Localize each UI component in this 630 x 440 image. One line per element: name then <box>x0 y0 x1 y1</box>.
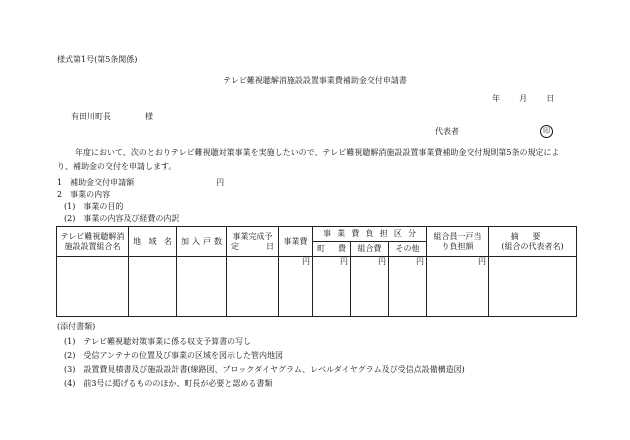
header-summary <box>489 227 577 257</box>
attachment-item-3: (3) 設置費見積書及び施設設計書(線路図、ブロックダイヤグラム、レベルダイヤグラム及び受信点設備構造図) <box>64 365 465 374</box>
document-title: テレビ難視聴解消施設設置事業費補助金交付申請書 <box>223 76 407 85</box>
attachment-item-1: (1) テレビ難視聴対策事業に係る収支予算書の写し <box>64 337 252 346</box>
statement-line-2: り、補助金の交付を申請します。 <box>57 162 177 171</box>
attachment-item-4: (4) 前3号に掲げるもののほか、町長が必要と認める書類 <box>64 379 273 388</box>
cell-other-cost[interactable]: 円 <box>389 257 427 317</box>
cell-households[interactable] <box>177 257 227 317</box>
application-statement <box>57 146 577 174</box>
cell-summary[interactable] <box>489 257 577 317</box>
header-union-cost: 組合費 <box>351 242 389 257</box>
addressee <box>71 112 153 122</box>
statement-line-1: 年度において、次のとおりテレビ難視聴対策事業を実施したいので、テレビ難視聴解消施設設置事業費補助金交付規則第5条の規定によ <box>75 148 560 157</box>
cell-per-household[interactable]: 円 <box>427 257 489 317</box>
form-number: 様式第1号(第5条関係) <box>57 55 138 64</box>
header-cost-burden: 事業費負担区分 <box>313 227 427 242</box>
header-summary-title: 摘要 <box>510 231 555 241</box>
date-year: 年 <box>492 94 500 103</box>
cell-union-cost[interactable]: 円 <box>351 257 389 317</box>
attachments-heading: (添付書類) <box>57 322 96 331</box>
item-2-sub-2: (2) 事業の内容及び経費の内訳 <box>64 214 180 223</box>
attachment-item-2: (2) 受信アンテナの位置及び事業の区域を図示した管内地図 <box>64 351 284 360</box>
table-row <box>57 257 577 317</box>
item-1 <box>57 178 224 188</box>
item-2-label: 2 事業の内容 <box>57 190 111 199</box>
date-month: 月 <box>519 94 528 103</box>
header-town-cost: 町費 <box>313 242 351 257</box>
cell-union-name[interactable] <box>57 257 129 317</box>
header-union-name: テレビ難視聴解消施設設置組合名 <box>57 227 129 257</box>
addressee-honorific: 様 <box>145 112 153 121</box>
cell-area[interactable] <box>129 257 177 317</box>
header-per-household: 組合員一戸当り負担額 <box>427 227 489 257</box>
seal-mark: 印 <box>540 125 553 138</box>
header-project-cost: 事業費 <box>279 227 313 257</box>
header-households: 加入戸数 <box>177 227 227 257</box>
item-1-unit: 円 <box>216 178 225 187</box>
date-day: 日 <box>546 94 555 103</box>
cost-breakdown-table <box>56 226 577 317</box>
item-2-sub-1: (1) 事業の目的 <box>64 202 124 211</box>
cell-project-cost[interactable]: 円 <box>279 257 313 317</box>
header-other-cost: その他 <box>389 242 427 257</box>
header-summary-sub: (組合の代表者名) <box>501 241 564 251</box>
representative-label: 代表者 <box>435 127 459 136</box>
cell-town-cost[interactable]: 円 <box>313 257 351 317</box>
date-line <box>492 94 554 104</box>
addressee-name: 有田川町長 <box>71 112 111 121</box>
cell-completion-date[interactable] <box>227 257 279 317</box>
header-area: 地域名 <box>129 227 177 257</box>
item-1-label: 1 補助金交付申請額 <box>57 178 135 187</box>
header-completion-date: 事業完成予定日 <box>227 227 279 257</box>
